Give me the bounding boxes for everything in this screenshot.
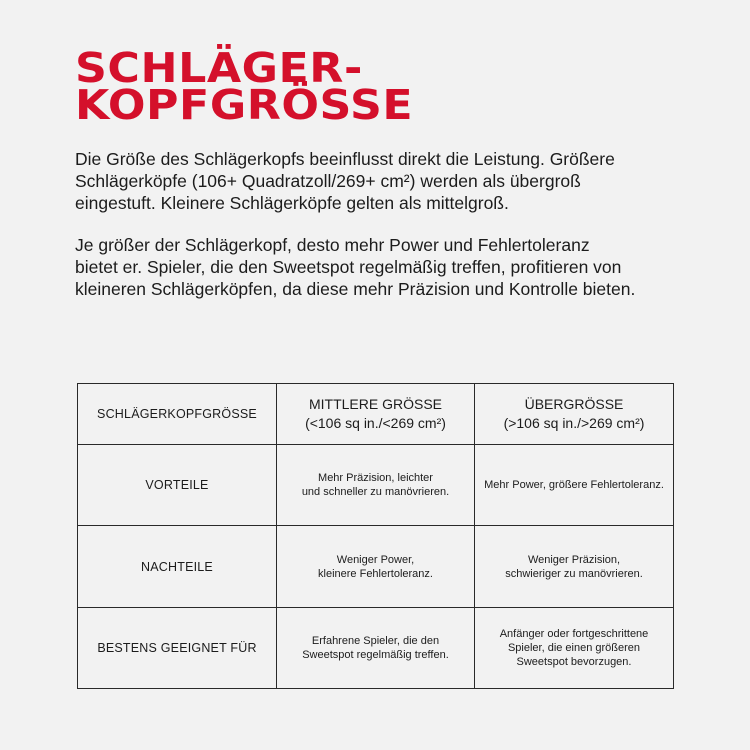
header-midsize-title: MITTLERE GRÖSSE: [308, 396, 443, 413]
header-midsize-range: (<106 sq in./<269 cm²): [305, 415, 446, 432]
cell-line: Mehr Präzision, leichter: [318, 472, 433, 485]
header-label-cell: SCHLÄGERKOPFGRÖSSE: [78, 384, 277, 445]
intro-paragraph-1-line: eingestuft. Kleinere Schlägerköpfe gelten als mittelgroß.: [75, 193, 509, 213]
cell-line: Spieler, die einen größeren: [507, 641, 641, 654]
intro-paragraph-1: [75, 148, 695, 214]
oversize-cell: [475, 607, 674, 688]
cell-line: Erfahrene Spieler, die den: [311, 634, 440, 647]
page-title-line-2: KOPFGRÖSSE: [75, 81, 414, 129]
header-oversize-cell: [475, 384, 674, 445]
page-title-line-1: SCHLÄGER-: [75, 44, 363, 92]
header-oversize-range: (>106 sq in./>269 cm²): [503, 415, 645, 432]
midsize-cell: [277, 445, 475, 526]
midsize-cell: [277, 607, 475, 688]
cell-line: Mehr Power, größere Fehlertoleranz.: [484, 479, 664, 492]
cell-line: Weniger Power,: [336, 553, 415, 566]
row-label-cell: VORTEILE: [78, 445, 277, 526]
table-row-vorteile: [78, 445, 674, 526]
intro-paragraph-2-line: bietet er. Spieler, die den Sweetspot regelmäßig treffen, profitieren von: [75, 257, 622, 277]
midsize-cell: [277, 526, 475, 607]
oversize-cell: [475, 445, 674, 526]
intro-paragraph-1-line: Schlägerköpfe (106+ Quadratzoll/269+ cm²) werden als übergroß: [75, 171, 581, 191]
cell-line: Weniger Präzision,: [527, 553, 621, 566]
cell-line: Sweetspot regelmäßig treffen.: [302, 648, 449, 661]
intro-paragraph-2: [75, 234, 695, 300]
row-label-cell: NACHTEILE: [78, 526, 277, 607]
oversize-cell: [475, 526, 674, 607]
row-label-cell: BESTENS GEEIGNET FÜR: [78, 607, 277, 688]
comparison-table: [77, 383, 674, 689]
cell-line: und schneller zu manövrieren.: [301, 486, 450, 499]
intro-paragraph-1-line: Die Größe des Schlägerkopfs beeinflusst direkt die Leistung. Größere: [75, 149, 615, 169]
cell-line: Sweetspot bevorzugen.: [516, 655, 632, 668]
header-oversize-title: ÜBERGRÖSSE: [524, 396, 624, 413]
header-midsize-cell: [277, 384, 475, 445]
table-row-nachteile: [78, 526, 674, 607]
cell-line: kleinere Fehlertoleranz.: [318, 567, 433, 580]
table-header-row: [78, 384, 674, 445]
intro-paragraph-2-line: kleineren Schlägerköpfen, da diese mehr Präzision und Kontrolle bieten.: [75, 279, 636, 299]
table-row-bestens-geeignet: [78, 607, 674, 688]
intro-paragraph-2-line: Je größer der Schlägerkopf, desto mehr Power und Fehlertoleranz: [75, 235, 590, 255]
page-title: [75, 44, 675, 129]
cell-line: Anfänger oder fortgeschrittene: [499, 627, 649, 640]
cell-line: schwieriger zu manövrieren.: [505, 567, 643, 580]
